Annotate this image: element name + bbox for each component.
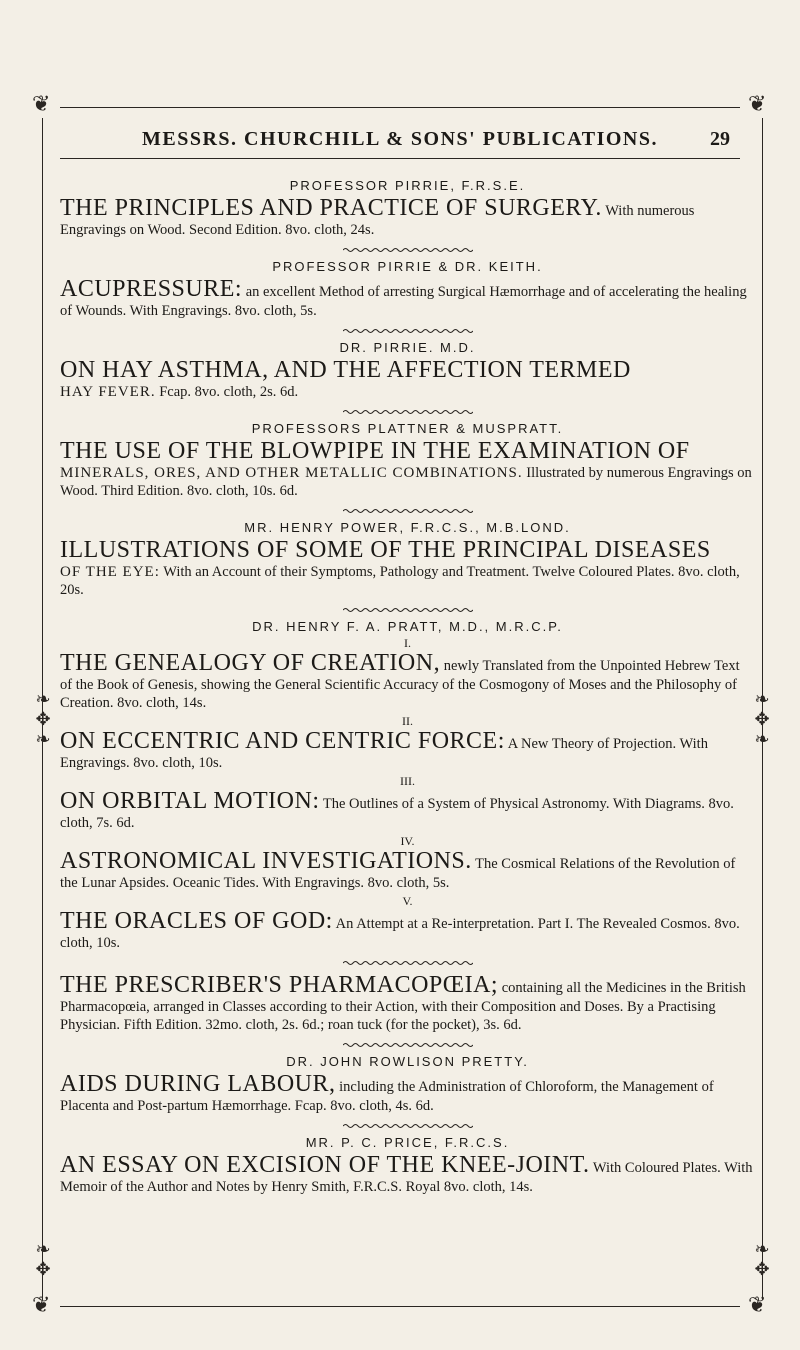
top-border-rule: [60, 107, 740, 108]
wavy-divider-ornament: [343, 1123, 473, 1129]
side-ornament-icon: ❧ ✥: [35, 1239, 51, 1280]
side-ornament-icon: ❧ ✥: [754, 1239, 770, 1280]
volume-numeral: II.: [402, 714, 413, 728]
corner-ornament-icon: ❦: [32, 1293, 51, 1318]
volume-numeral: III.: [400, 774, 415, 788]
book-description: An Attempt at a Re-interpretation. Part I. The Revealed Cosmos. 8vo. cloth, 10s.: [60, 916, 740, 951]
book-title: ON ECCENTRIC AND CENTRIC FORCE:: [60, 728, 505, 754]
page-number: 29: [710, 128, 730, 150]
wavy-divider-ornament: [343, 508, 473, 514]
corner-ornament-icon: ❦: [748, 1293, 767, 1318]
book-description: A New Theory of Projection. With Engravings. 8vo. cloth, 10s.: [60, 736, 708, 771]
bottom-border-rule: [60, 1306, 740, 1307]
book-subtitle: HAY FEVER.: [60, 384, 156, 400]
book-title: ILLUSTRATIONS OF SOME OF THE PRINCIPAL DISEASES: [60, 537, 711, 563]
book-title: ON ORBITAL MOTION:: [60, 788, 320, 814]
catalogue-entry: [60, 178, 755, 239]
book-listing: [60, 438, 755, 500]
book-listing: [60, 537, 755, 599]
catalogue-listing: [60, 178, 755, 1196]
side-ornament-icon: ❧ ✥ ❧: [35, 689, 51, 750]
book-description: With Coloured Plates. With Memoir of the Author and Notes by Henry Smith, F.R.C.S. Royal 8vo. cloth, 14s.: [60, 1160, 753, 1195]
volume-numeral: IV.: [400, 834, 415, 848]
book-title: THE GENEALOGY OF CREATION,: [60, 650, 441, 676]
book-title: THE PRESCRIBER'S PHARMACOPŒIA;: [60, 972, 499, 998]
volume-numeral: V.: [402, 894, 413, 908]
book-description: newly Translated from the Unpointed Hebrew Text of the Book of Genesis, showing the General Scientific Accuracy of the Cosmogony of Moses and the Philosophy of Creation. 8vo. cloth, 14s.: [60, 658, 740, 711]
book-description: The Outlines of a System of Physical Astronomy. With Diagrams. 8vo. cloth, 7s. 6d.: [60, 796, 734, 831]
book-listing: [60, 276, 755, 320]
page-header-title: MESSRS. CHURCHILL & SONS' PUBLICATIONS.: [141, 128, 658, 150]
corner-ornament-icon: ❦: [748, 92, 767, 117]
book-listing: [60, 1152, 755, 1196]
wavy-divider-ornament: [343, 409, 473, 415]
book-listing: [60, 357, 755, 401]
catalogue-entry: [60, 1123, 755, 1196]
book-description: an excellent Method of arresting Surgical Hæmorrhage and of accelerating the healing of Wounds. With Engravings. 8vo. cloth, 5s.: [60, 284, 747, 319]
catalogue-entry: [60, 328, 755, 401]
book-listing: [60, 848, 755, 892]
corner-ornament-icon: ❦: [32, 92, 51, 117]
catalogue-entry: [60, 409, 755, 500]
book-description: Illustrated by numerous Engravings on Wood. Third Edition. 8vo. cloth, 10s. 6d.: [60, 465, 752, 499]
wavy-divider-ornament: [343, 328, 473, 334]
header-divider-rule: [60, 158, 740, 159]
author-name: MR. HENRY POWER, F.R.C.S., M.B.LOND.: [244, 520, 571, 535]
book-title: THE PRINCIPLES AND PRACTICE OF SURGERY.: [60, 195, 602, 221]
author-name: DR. PIRRIE. M.D.: [339, 340, 476, 355]
catalogue-entry: [60, 508, 755, 599]
book-description: With numerous Engravings on Wood. Second Edition. 8vo. cloth, 24s.: [60, 203, 695, 238]
catalogue-entry: [60, 607, 755, 952]
author-name: DR. JOHN ROWLISON PRETTY.: [286, 1054, 529, 1069]
author-name: MR. P. C. PRICE, F.R.C.S.: [305, 1135, 510, 1150]
wavy-divider-ornament: [343, 1042, 473, 1048]
page-header: [70, 128, 730, 151]
book-title: ACUPRESSURE:: [60, 276, 243, 302]
catalogue-entry: [60, 960, 755, 1034]
volume-numeral: I.: [404, 636, 411, 650]
wavy-divider-ornament: [343, 607, 473, 613]
book-listing: [60, 972, 755, 1034]
book-listing: [60, 728, 755, 772]
book-description: containing all the Medicines in the British Pharmacopœia, arranged in Classes according to their Action, with their Composition and Doses. By a Practising Physician. Fifth Edition. 32mo. cloth, 2s. 6d.; roan tuck (for the pocket), 3s. 6d.: [60, 980, 746, 1033]
book-title: ON HAY ASTHMA, AND THE AFFECTION TERMED: [60, 357, 631, 383]
book-title: THE ORACLES OF GOD:: [60, 908, 333, 934]
book-listing: [60, 788, 755, 832]
book-listing: [60, 650, 755, 712]
wavy-divider-ornament: [343, 247, 473, 253]
book-title: THE USE OF THE BLOWPIPE IN THE EXAMINATION OF: [60, 438, 690, 464]
book-description: including the Administration of Chloroform, the Management of Placenta and Post-partum Hæmorrhage. Fcap. 8vo. cloth, 4s. 6d.: [60, 1079, 714, 1114]
author-name: PROFESSOR PIRRIE & DR. KEITH.: [272, 259, 543, 274]
book-listing: [60, 195, 755, 239]
side-ornament-icon: ❧ ✥ ❧: [754, 689, 770, 750]
book-subtitle: MINERALS, ORES, AND OTHER METALLIC COMBINATIONS.: [60, 465, 523, 481]
author-name: PROFESSORS PLATTNER & MUSPRATT.: [251, 421, 564, 436]
book-title: ASTRONOMICAL INVESTIGATIONS.: [60, 848, 472, 874]
wavy-divider-ornament: [343, 960, 473, 966]
book-description: With an Account of their Symptoms, Pathology and Treatment. Twelve Coloured Plates. 8vo. cloth, 20s.: [60, 564, 740, 598]
book-listing: [60, 1071, 755, 1115]
catalogue-entry: [60, 1042, 755, 1115]
book-subtitle: OF THE EYE:: [60, 564, 160, 580]
author-name: PROFESSOR PIRRIE, F.R.S.E.: [289, 178, 526, 193]
author-name: DR. HENRY F. A. PRATT, M.D., M.R.C.P.: [252, 619, 563, 634]
book-title: AN ESSAY ON EXCISION OF THE KNEE-JOINT.: [60, 1152, 590, 1178]
book-description: The Cosmical Relations of the Revolution of the Lunar Apsides. Oceanic Tides. With Engravings. 8vo. cloth, 5s.: [60, 856, 736, 891]
book-listing: [60, 908, 755, 952]
catalogue-entry: [60, 247, 755, 320]
book-description: Fcap. 8vo. cloth, 2s. 6d.: [155, 384, 299, 400]
book-title: AIDS DURING LABOUR,: [60, 1071, 336, 1097]
